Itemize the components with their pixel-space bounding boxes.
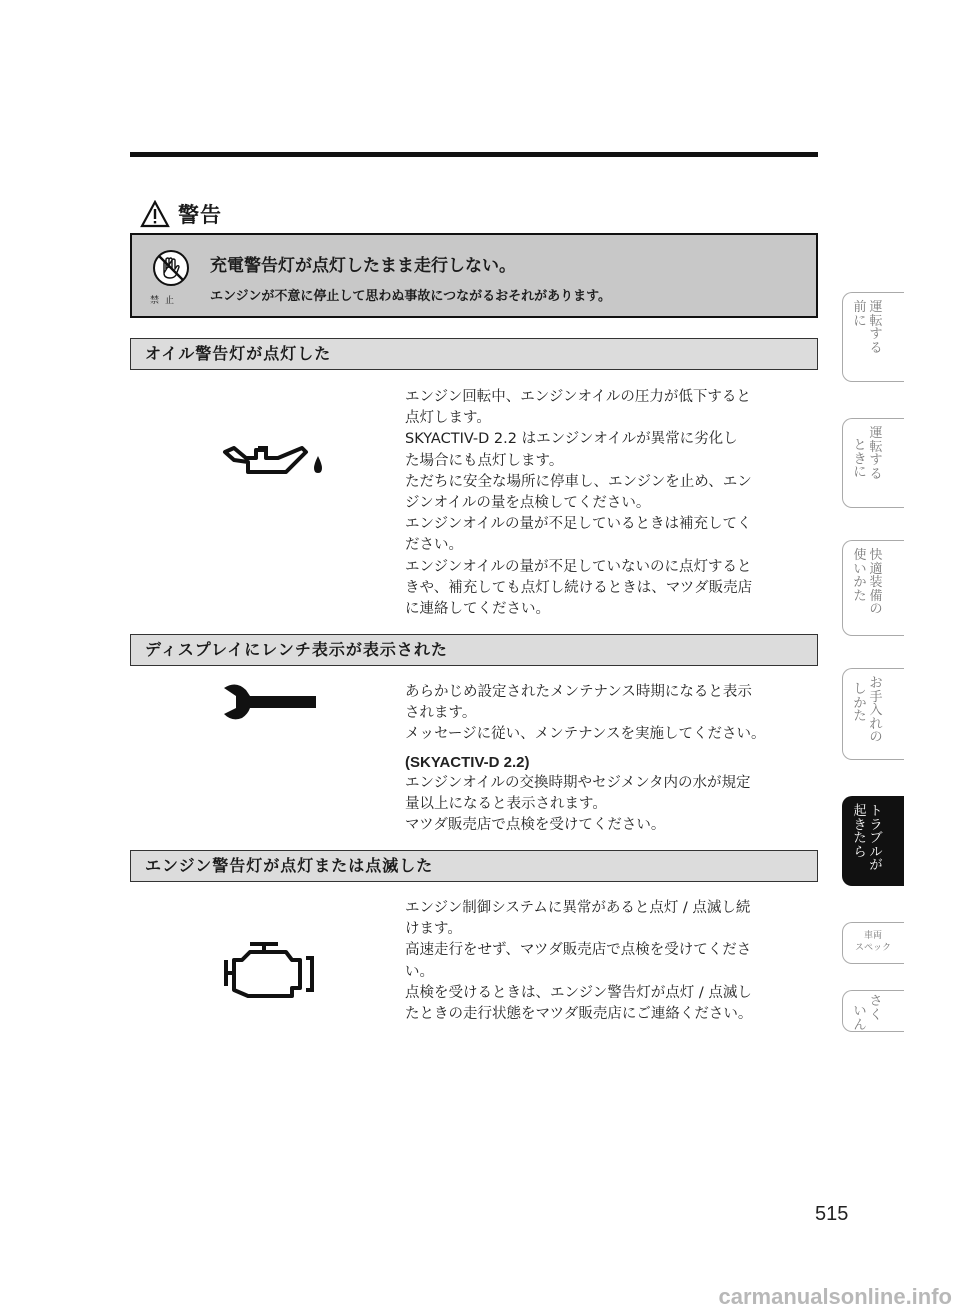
warning-title: 警告 [178, 203, 222, 227]
text-line: 点灯します。 [405, 410, 491, 427]
text-line: ただちに安全な場所に停車し、エンジンを止め、エン [405, 473, 752, 490]
text-line: ジンオイルの量を点検してください。 [405, 495, 651, 512]
tab-text: 運転する [869, 300, 883, 356]
tab-text: 起きたら [853, 804, 867, 860]
tab-text: 快適装備の [869, 548, 883, 617]
section-body-engine [405, 898, 821, 1025]
section-heading-wrench: ディスプレイにレンチ表示が表示された [130, 634, 818, 666]
text-line: い。 [405, 963, 434, 980]
warning-line1: 充電警告灯が点灯したまま走行しない。 [210, 256, 516, 276]
tab-text: スペック [854, 943, 891, 953]
tab-maintenance[interactable] [842, 668, 904, 760]
engine-icon [222, 940, 318, 1002]
text-line: に連絡してください。 [405, 601, 550, 618]
text-line: きや、補充しても点灯し続けるときは、マツダ販売店 [405, 579, 753, 596]
watermark: carmanualsonline.info [718, 1284, 952, 1309]
tab-while-driving[interactable] [842, 418, 904, 508]
text-line: エンジンオイルの量が不足していないのに点灯すると [405, 558, 752, 575]
tab-text: 運転する [869, 426, 883, 482]
text-line: 量以上になると表示されます。 [405, 796, 607, 813]
tab-text: お手入れの [869, 676, 883, 745]
tab-text: 前に [853, 300, 867, 329]
tab-text: トラブルが [869, 804, 883, 873]
text-line: エンジンオイルの量が不足しているときは補充してく [405, 516, 752, 533]
text-line: エンジンオイルの交換時期やセジメンタ内の水が規定 [405, 774, 751, 791]
section-body-oil [405, 387, 821, 620]
tab-text: しかた [853, 682, 867, 724]
text-line: 高速走行をせず、マツダ販売店で点検を受けてくださ [405, 942, 752, 959]
text-line: エンジン回転中、エンジンオイルの圧力が低下すると [405, 389, 751, 405]
oil-can-icon [222, 438, 330, 478]
section-heading-oil: オイル警告灯が点灯した [130, 338, 818, 370]
prohibit-label: 禁止 [150, 296, 181, 306]
warning-heading [140, 198, 222, 230]
section-body-wrench [405, 682, 821, 836]
text-line: エンジン制御システムに異常があると点灯 / 点滅し続 [405, 900, 751, 916]
tab-text: 使いかた [853, 548, 867, 604]
wrench-icon [222, 682, 318, 722]
tab-text: 車両 [863, 931, 882, 941]
tab-text: ときに [853, 438, 867, 480]
text-line: マツダ販売店で点検を受けてください。 [405, 817, 666, 834]
tab-comfort-equipment[interactable] [842, 540, 904, 636]
text-line: SKYACTIV-D 2.2 はエンジンオイルが異常に劣化し [405, 431, 738, 448]
prohibited-hand-icon [152, 249, 190, 287]
text-line: ださい。 [405, 537, 463, 554]
text-line: メッセージに従い、メンテナンスを実施してください。 [405, 726, 766, 743]
warning-line2: エンジンが不意に停止して思わぬ事故につながるおそれがあります。 [210, 289, 612, 304]
text-line: たときの走行状態をマツダ販売店にご連絡ください。 [405, 1006, 753, 1023]
tab-text: さく [869, 994, 883, 1023]
tab-index[interactable] [842, 990, 904, 1032]
tab-before-driving[interactable] [842, 292, 904, 382]
tab-vehicle-specs[interactable] [842, 922, 904, 964]
top-rule [130, 152, 818, 157]
page-number: 515 [815, 1203, 849, 1225]
warning-triangle-icon [140, 200, 170, 228]
text-line: 点検を受けるときは、エンジン警告灯が点灯 / 点滅し [405, 984, 752, 1001]
subheading: (SKYACTIV-D 2.2) [405, 753, 530, 771]
section-heading-engine: エンジン警告灯が点灯または点滅した [130, 850, 818, 882]
tab-troubleshooting[interactable] [842, 796, 904, 886]
text-line: されます。 [405, 705, 477, 722]
text-line: あらかじめ設定されたメンテナンス時期になると表示 [405, 684, 752, 700]
tab-text: いん [853, 1004, 867, 1033]
text-line: た場合にも点灯します。 [405, 452, 564, 469]
warning-box [130, 233, 818, 318]
text-line: けます。 [405, 921, 462, 938]
